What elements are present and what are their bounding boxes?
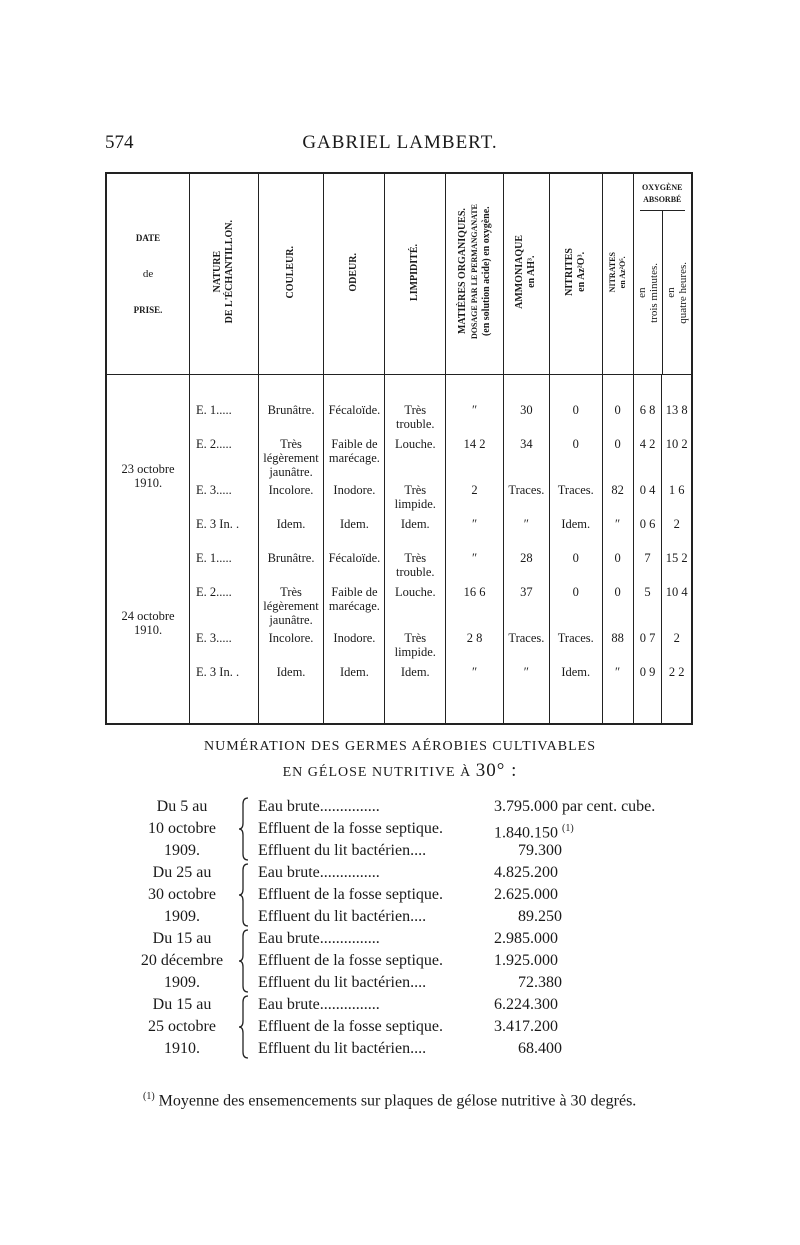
empty-cell [106,695,190,724]
germ-period [130,796,234,862]
header-date-l3: PRISE. [133,305,163,315]
germ-label: Effluent du lit bactérien.... [258,1040,427,1057]
cell-nitrates: 0 [602,581,633,627]
germ-value-text: 4.825.200 [494,864,558,881]
germ-value-text: 1.925.000 [494,952,558,969]
cell-limpidite: Idem. [385,513,446,547]
table-row [106,661,692,695]
table-row [106,375,692,434]
cell-nitrates: ″ [602,513,633,547]
cell-couleur: Brunâtre. [258,375,324,434]
table-padding-row [106,695,692,724]
germ-period-line: 1909. [164,842,200,859]
cell-oxy3: 0 6 [633,513,662,547]
germ-value [494,884,558,906]
cell-ammoniaque: 34 [503,433,549,479]
cell-odeur: Faible de marécage. [324,433,385,479]
germ-label: Effluent du lit bactérien.... [258,974,427,991]
germ-group [130,928,710,994]
footnote-text: Moyenne des ensemencements sur plaques de gélose nutritive à 30 degrés. [158,1092,637,1110]
germ-value-text: 1.840.150 [494,824,558,842]
cell-nitrates: 0 [602,375,633,434]
cell-nitrates: 0 [602,547,633,581]
header-nature [190,173,259,375]
header-limpidite: LIMPIDITÉ. [385,173,446,375]
cell-nature: E. 3 In. . [190,513,259,547]
header-nitrates-l2: en Az²O⁵. [617,256,627,288]
cell-oxy3: 4 2 [633,433,662,479]
header-date-l2: de [142,268,154,280]
running-title: GABRIEL LAMBERT. [302,132,498,153]
cell-couleur: Très légèrement jaunâtre. [258,581,324,627]
germ-period-line: Du 25 au [152,864,212,881]
footnote-mark: (1) [143,1091,155,1102]
header-nitrites-l1: NITRITES [563,248,575,296]
cell-nitrites: 0 [549,547,602,581]
germ-label: Eau brute............... [258,930,380,947]
header-nitrites-l2: en Az²O³. [575,252,587,292]
section-title-line2: EN GÉLOSE NUTRITIVE À [282,765,472,780]
cell-couleur: Incolore. [258,479,324,513]
cell-nitrates: 82 [602,479,633,513]
table-row [106,627,692,661]
germ-value [518,840,562,862]
cell-nature: E. 3..... [190,479,259,513]
germ-line [258,950,708,972]
header-nature-l2: DE L'ÉCHANTILLON. [223,220,235,324]
empty-cell [602,695,633,724]
germ-value [518,906,562,928]
table-row [106,547,692,581]
germ-value-text: 3.795.000 par cent. cube. [494,798,656,815]
cell-ammoniaque: ″ [503,513,549,547]
cell-limpidite: Louche. [385,581,446,627]
cell-couleur: Idem. [258,513,324,547]
germ-line [258,928,708,950]
cell-oxy4: 1 6 [662,479,692,513]
germ-label: Effluent du lit bactérien.... [258,908,427,925]
cell-oxy4: 2 [662,513,692,547]
cell-couleur: Incolore. [258,627,324,661]
cell-nitrites: Idem. [549,661,602,695]
header-nature-l1: NATURE [211,251,223,293]
cell-matieres: 16 6 [446,581,504,627]
table-header-row [106,173,692,375]
germ-value [494,796,655,818]
cell-ammoniaque: 37 [503,581,549,627]
germ-value [494,928,558,950]
cell-nitrates: ″ [602,661,633,695]
cell-nitrites: 0 [549,581,602,627]
germ-label: Effluent de la fosse septique. [258,952,443,969]
table-body [106,375,692,725]
germ-period-line: Du 15 au [152,930,212,947]
header-oxygene-l1: OXYGÈNE [642,183,683,192]
cell-oxy4: 10 4 [662,581,692,627]
header-ammo-l2: en AH³. [526,255,538,289]
brace-icon [238,928,250,994]
germ-period-line: 30 octobre [148,886,216,903]
germ-group [130,862,710,928]
empty-cell [190,695,259,724]
cell-oxy3: 7 [633,547,662,581]
brace-icon [238,862,250,928]
germ-line [258,972,708,994]
cell-limpidite: Louche. [385,433,446,479]
germ-line [258,1038,708,1060]
date-line: 23 octobre [121,462,175,476]
cell-odeur: Idem. [324,661,385,695]
germ-period-line: 1909. [164,974,200,991]
germ-value-text: 68.400 [518,1040,562,1057]
empty-cell [633,695,662,724]
cell-matieres: ″ [446,547,504,581]
cell-nitrates: 0 [602,433,633,479]
header-date [106,173,190,375]
cell-limpidite: Très trouble. [385,547,446,581]
cell-oxy3: 0 4 [633,479,662,513]
cell-nitrites: 0 [549,375,602,434]
header-oxy3-l1: en [635,287,648,298]
cell-nature: E. 3 In. . [190,661,259,695]
empty-cell [549,695,602,724]
cell-limpidite: Très trouble. [385,375,446,434]
header-matieres-l2: DOSAGE PAR LE PERMANGANATE [469,204,479,340]
date-line: 24 octobre [121,609,175,623]
table-row [106,433,692,479]
cell-oxy4: 2 2 [662,661,692,695]
cell-odeur: Fécaloïde. [324,375,385,434]
cell-nitrates: 88 [602,627,633,661]
germ-period-line: Du 5 au [156,798,208,815]
cell-ammoniaque: 28 [503,547,549,581]
header-matieres [446,173,504,375]
germ-period-line: 25 octobre [148,1018,216,1035]
page-number: 574 [105,132,134,153]
header-oxygene [633,173,692,375]
germ-period-line: 1909. [164,908,200,925]
cell-odeur: Idem. [324,513,385,547]
germ-label: Eau brute............... [258,798,380,815]
germ-period-line: 10 octobre [148,820,216,837]
cell-oxy4: 13 8 [662,375,692,434]
germ-line [258,994,708,1016]
cell-oxy3: 0 9 [633,661,662,695]
cell-couleur: Idem. [258,661,324,695]
header-couleur: COULEUR. [258,173,324,375]
cell-nitrites: Traces. [549,479,602,513]
empty-cell [324,695,385,724]
cell-nature: E. 1..... [190,375,259,434]
germ-line [258,884,708,906]
cell-nitrites: Traces. [549,627,602,661]
header-nitrites [549,173,602,375]
empty-cell [503,695,549,724]
header-oxygene-l2: ABSORBÉ [643,195,682,204]
empty-cell [446,695,504,724]
germ-line [258,1016,708,1038]
germ-value [494,950,558,972]
germ-period [130,862,234,928]
date-cell [106,547,190,695]
cell-limpidite: Idem. [385,661,446,695]
cell-oxy3: 0 7 [633,627,662,661]
cell-oxy3: 5 [633,581,662,627]
table-row [106,513,692,547]
germ-group [130,994,710,1060]
germ-line [258,818,708,840]
germ-label: Eau brute............... [258,996,380,1013]
cell-oxy3: 6 8 [633,375,662,434]
section-title [105,735,695,785]
date-line: 1910. [133,476,163,490]
cell-matieres: 2 8 [446,627,504,661]
germ-line [258,906,708,928]
germ-label: Effluent de la fosse septique. [258,1018,443,1035]
germ-value-text: 89.250 [518,908,562,925]
cell-matieres: 2 [446,479,504,513]
germ-value [494,1016,558,1038]
cell-limpidite: Très limpide. [385,479,446,513]
cell-ammoniaque: Traces. [503,627,549,661]
cell-odeur: Fécaloïde. [324,547,385,581]
cell-odeur: Inodore. [324,479,385,513]
germ-value [494,994,558,1016]
germ-value-text: 2.625.000 [494,886,558,903]
germ-period [130,928,234,994]
cell-oxy4: 2 [662,627,692,661]
header-ammoniaque [503,173,549,375]
header-odeur: ODEUR. [324,173,385,375]
germ-label: Effluent de la fosse septique. [258,820,443,837]
germ-value [518,1038,562,1060]
cell-matieres: ″ [446,375,504,434]
header-nitrates-l1: NITRATES [607,251,617,293]
empty-cell [662,695,692,724]
germ-value [518,972,562,994]
date-line: 1910. [133,623,163,637]
germ-period-line: 20 décembre [140,952,224,969]
empty-cell [385,695,446,724]
date-cell [106,375,190,548]
cell-matieres: ″ [446,513,504,547]
cell-matieres: 14 2 [446,433,504,479]
cell-couleur: Brunâtre. [258,547,324,581]
cell-nature: E. 1..... [190,547,259,581]
germ-value-text: 2.985.000 [494,930,558,947]
cell-nitrites: 0 [549,433,602,479]
cell-oxy4: 15 2 [662,547,692,581]
section-title-temp: 30° : [475,760,518,781]
table-row [106,581,692,627]
header-matieres-l1: MATIÈRES ORGANIQUES. [456,209,468,335]
germ-value-text: 79.300 [518,842,562,859]
cell-couleur: Très légèrement jaunâtre. [258,433,324,479]
germ-period-line: Du 15 au [152,996,212,1013]
germ-line [258,796,708,818]
cell-nature: E. 2..... [190,581,259,627]
germ-label: Eau brute............... [258,864,380,881]
header-oxy4-l1: en [664,287,677,298]
cell-ammoniaque: Traces. [503,479,549,513]
germ-label: Effluent de la fosse septique. [258,886,443,903]
footnote [133,1085,698,1113]
analysis-table [105,172,693,725]
cell-odeur: Inodore. [324,627,385,661]
germ-period-line: 1910. [164,1040,200,1057]
section-title-line1: NUMÉRATION DES GERMES AÉROBIES CULTIVABLES [203,739,597,754]
header-oxy3-l2: trois minutes. [647,262,660,323]
germ-value-text: 3.417.200 [494,1018,558,1035]
germ-label: Effluent du lit bactérien.... [258,842,427,859]
cell-odeur: Faible de marécage. [324,581,385,627]
header-oxy4-l2: quatre heures. [676,261,689,324]
header-ammo-l1: AMMONIAQUE [514,235,526,309]
cell-ammoniaque: ″ [503,661,549,695]
cell-oxy4: 10 2 [662,433,692,479]
cell-nature: E. 2..... [190,433,259,479]
germ-line [258,840,708,862]
cell-matieres: ″ [446,661,504,695]
brace-icon [238,994,250,1060]
page-header [105,128,695,158]
cell-nitrites: Idem. [549,513,602,547]
germ-value-text: 6.224.300 [494,996,558,1013]
germs-list [130,796,710,1060]
germ-note: (1) [562,823,574,834]
brace-icon [238,796,250,862]
cell-nature: E. 3..... [190,627,259,661]
header-nitrates [602,173,633,375]
cell-ammoniaque: 30 [503,375,549,434]
table-row [106,479,692,513]
header-matieres-l3: (en solution acide) en oxygène. [480,207,492,337]
germ-value-text: 72.380 [518,974,562,991]
header-date-l1: DATE [135,233,161,243]
germ-line [258,862,708,884]
cell-limpidite: Très limpide. [385,627,446,661]
germ-group [130,796,710,862]
germ-value [494,862,558,884]
germ-period [130,994,234,1060]
empty-cell [258,695,324,724]
